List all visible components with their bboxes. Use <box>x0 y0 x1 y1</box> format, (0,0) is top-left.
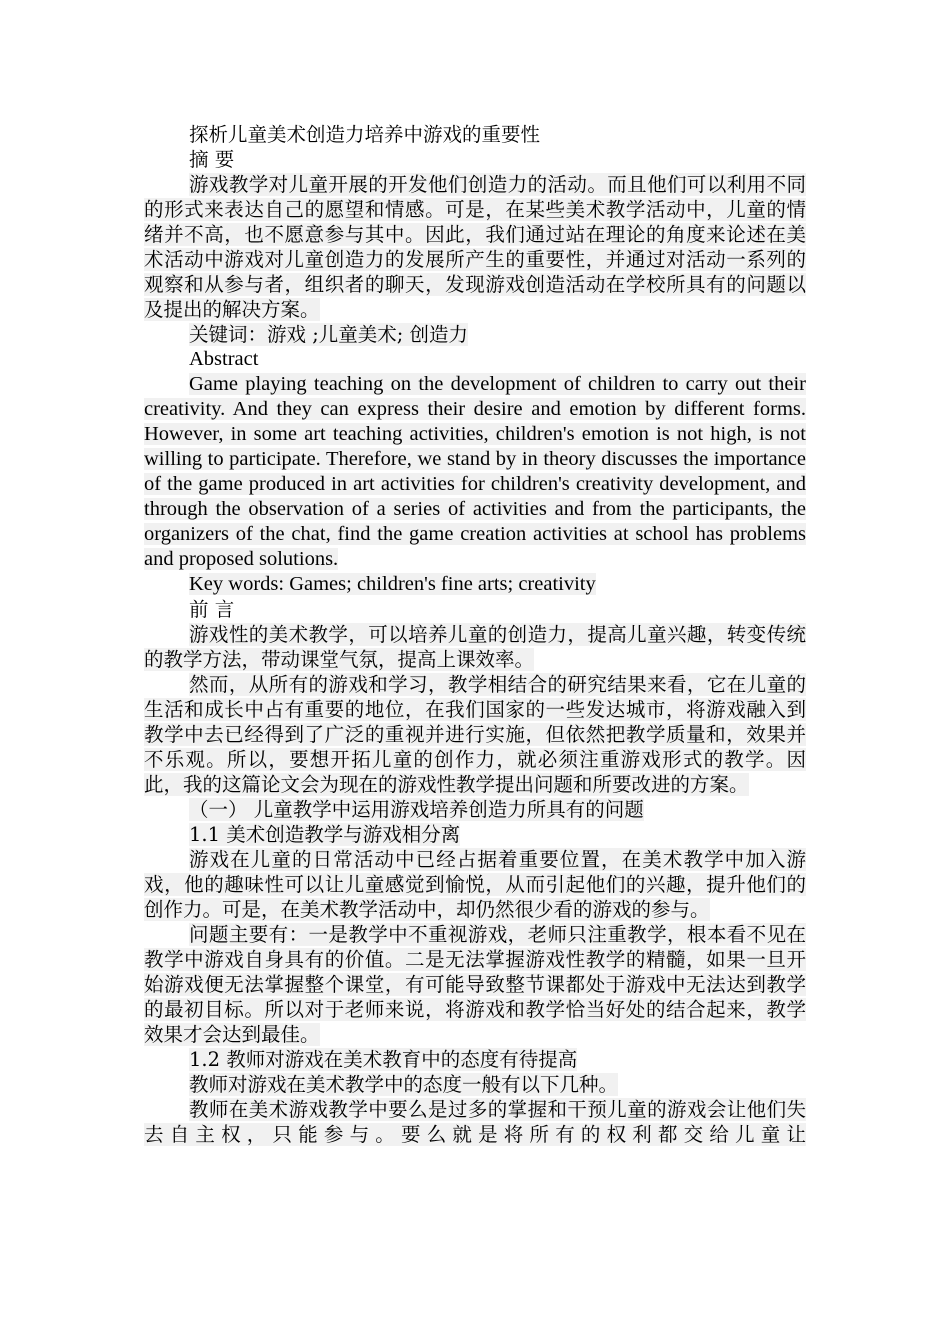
preface-heading: 前 言 <box>189 598 235 621</box>
keywords-cn: 关键词：游戏 ;儿童美术; 创造力 <box>189 323 469 346</box>
abstract-cn-paragraph: 游戏教学对儿童开展的开发他们创造力的活动。而且他们可以利用不同的形式来表达自己的愿望和情感。可是，在某些美术教学活动中，儿童的情绪并不高，也不愿意参与其中。因此，我们通过站在理论的角度来论述在美术活动中游戏对儿童创造力的发展所产生的重要性，并通过对活动一系列的观察和从参与者，组织者的聊天，发现游戏创造活动在学校所具有的问题以及提出的解决方案。 <box>144 173 806 321</box>
subsection-1-1-paragraph-1: 游戏在儿童的日常活动中已经占据着重要位置，在美术教学中加入游戏，他的趣味性可以让儿童感觉到愉悦，从而引起他们的兴趣，提升他们的创作力。可是，在美术教学活动中，却仍然很少看的游戏的参与。 <box>144 848 806 921</box>
abstract-heading: 摘 要 <box>189 148 235 171</box>
subsection-1-2-paragraph-2: 教师在美术游戏教学中要么是过多的掌握和干预儿童的游戏会让他们失去自主权，只能参与。要么就是将所有的权利都交给儿童让 <box>144 1098 806 1146</box>
subsection-1-1-heading: 1.1 美术创造教学与游戏相分离 <box>189 823 461 846</box>
subsection-1-1-paragraph-2: 问题主要有：一是教学中不重视游戏，老师只注重教学，根本看不见在教学中游戏自身具有的价值。二是无法掌握游戏性教学的精髓，如果一旦开始游戏便无法掌握整个课堂，有可能导致整节课都处于游戏中无法达到教学的最初目标。所以对于老师来说，将游戏和教学恰当好处的结合起来，教学效果才会达到最佳。 <box>144 923 806 1046</box>
abstract-en-paragraph: Game playing teaching on the development of children to carry out their creativity. And they can express their desire and emotion by different forms. However, in some art teaching activities, children's emotion is not high, is not willing to participate. Therefore, we stand by in theory discusses the importance of the game produced in art activities for children's creativity development, and through the observation of a series of activities and from the participants, the organizers of the chat, find the game creation activities at school has problems and proposed solutions. <box>144 373 806 570</box>
document-page <box>144 122 806 1147</box>
keywords-en: Key words: Games; children's fine arts; creativity <box>189 573 596 595</box>
preface-paragraph-1: 游戏性的美术教学，可以培养儿童的创造力，提高儿童兴趣，转变传统的教学方法，带动课堂气氛，提高上课效率。 <box>144 623 806 671</box>
preface-paragraph-2: 然而，从所有的游戏和学习，教学相结合的研究结果来看，它在儿童的生活和成长中占有重要的地位，在我们国家的一些发达城市，将游戏融入到教学中去已经得到了广泛的重视并进行实施，但依然把教学质量和，效果并不乐观。所以，要想开拓儿童的创作力，就必须注重游戏形式的教学。因此，我的这篇论文会为现在的游戏性教学提出问题和所要改进的方案。 <box>144 673 806 796</box>
subsection-1-2-heading: 1.2 教师对游戏在美术教育中的态度有待提高 <box>189 1048 578 1071</box>
document-title: 探析儿童美术创造力培养中游戏的重要性 <box>189 123 541 146</box>
section-1-heading: （一） 儿童教学中运用游戏培养创造力所具有的问题 <box>189 798 644 821</box>
abstract-en-heading: Abstract <box>189 348 259 370</box>
subsection-1-2-paragraph-1: 教师对游戏在美术教学中的态度一般有以下几种。 <box>189 1073 619 1096</box>
